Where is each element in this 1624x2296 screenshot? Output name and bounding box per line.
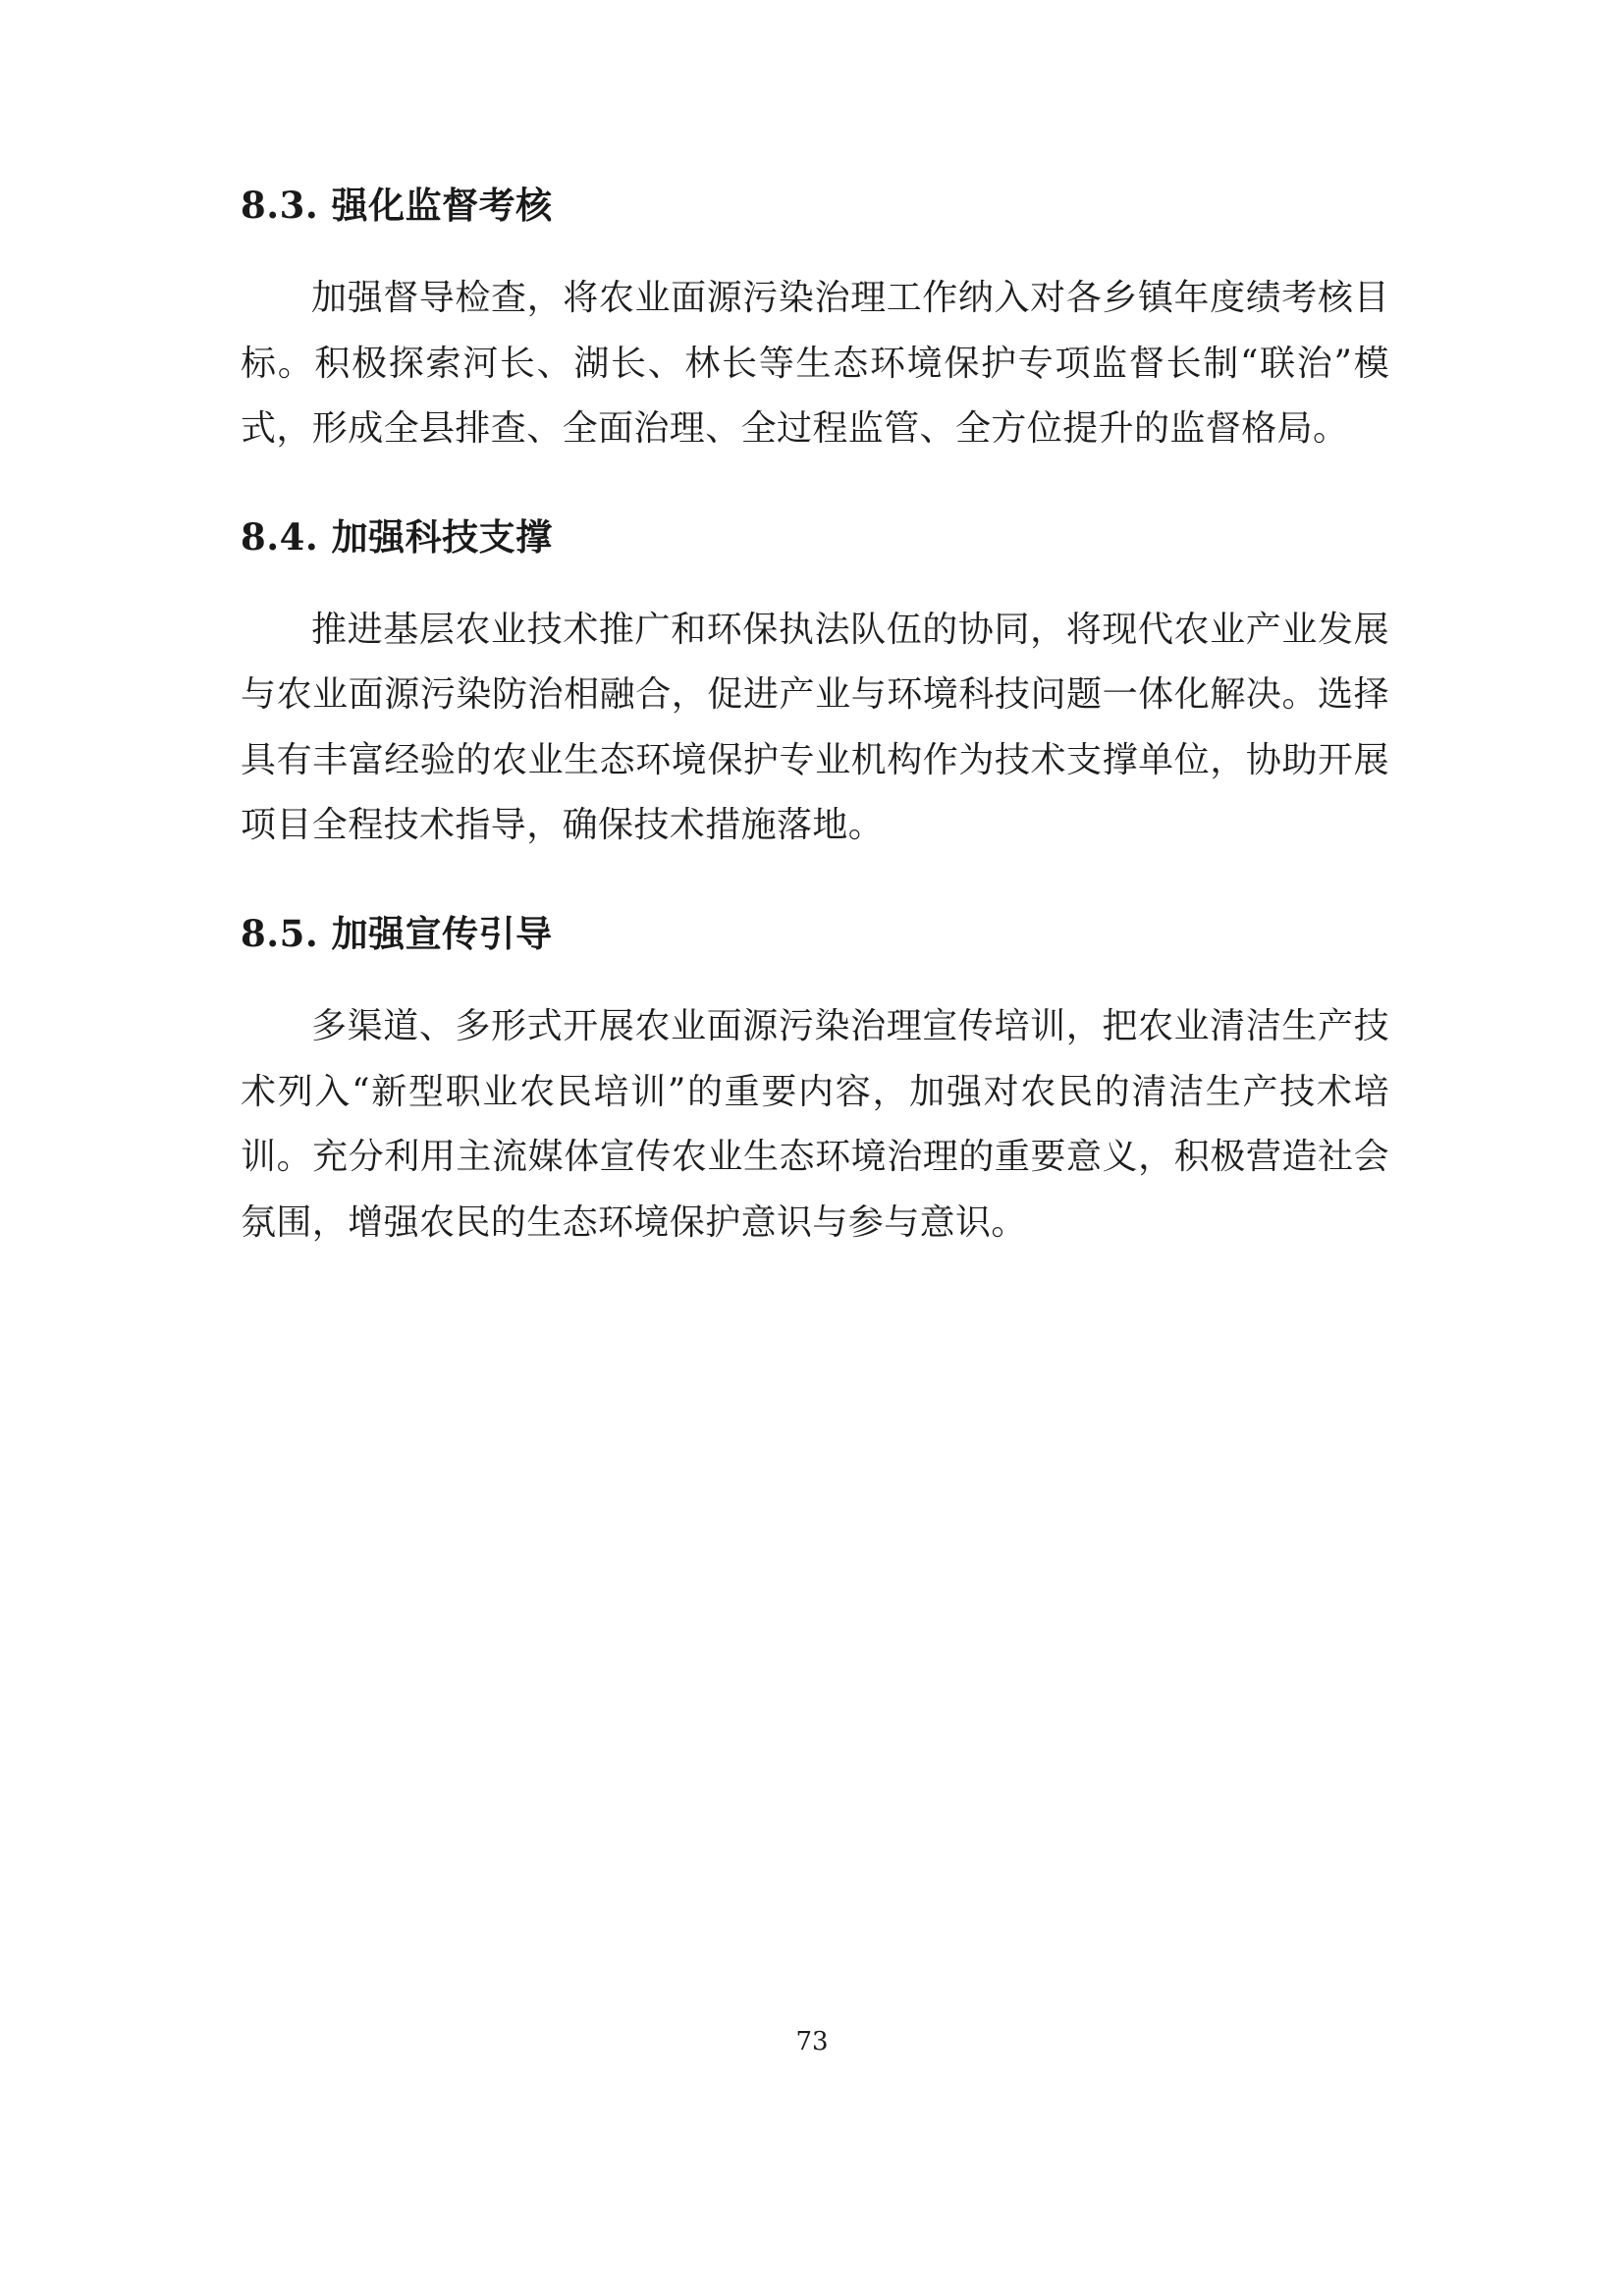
section-heading-8-3 [241, 182, 1389, 231]
section-title: 加强宣传引导 [331, 912, 553, 956]
section-title: 强化监督考核 [331, 184, 553, 227]
section-title: 加强科技支撑 [331, 514, 553, 559]
section-body-8-3: 加强督导检查，将农业面源污染治理工作纳入对各乡镇年度绩考核目标。积极探索河长、湖长、林长等生态环境保护专项监督长制“联治”模式，形成全县排查、全面治理、全过程监管、全方位提升的监督格局。 [241, 277, 1389, 450]
page-content [241, 182, 1389, 1255]
section-number: 8.5. [241, 912, 319, 956]
section-number: 8.4. [241, 514, 319, 559]
spacer [241, 231, 1389, 266]
section-body-8-5: 多渠道、多形式开展农业面源污染治理宣传培训，把农业清洁生产技术列入“新型职业农民培训”的重要内容，加强对农民的清洁生产技术培训。充分利用主流媒体宣传农业生态环境治理的重要意义，积极营造社会氛围，增强农民的生态环境保护意识与参与意识。 [241, 1005, 1389, 1243]
section-body-8-4: 推进基层农业技术推广和环保执法队伍的协同，将现代农业产业发展与农业面源污染防治相融合，促进产业与环境科技问题一体化解决。选择具有丰富经验的农业生态环境保护专业机构作为技术支撑单位，协助开展项目全程技术指导，确保技术措施落地。 [241, 609, 1389, 846]
page-number: 73 [795, 2027, 829, 2056]
section-heading-8-4 [241, 513, 1389, 562]
spacer [241, 859, 1389, 910]
spacer [241, 462, 1389, 513]
spacer [241, 562, 1389, 598]
section-number: 8.3. [241, 184, 319, 227]
section-heading-8-5 [241, 910, 1389, 959]
spacer [241, 959, 1389, 994]
